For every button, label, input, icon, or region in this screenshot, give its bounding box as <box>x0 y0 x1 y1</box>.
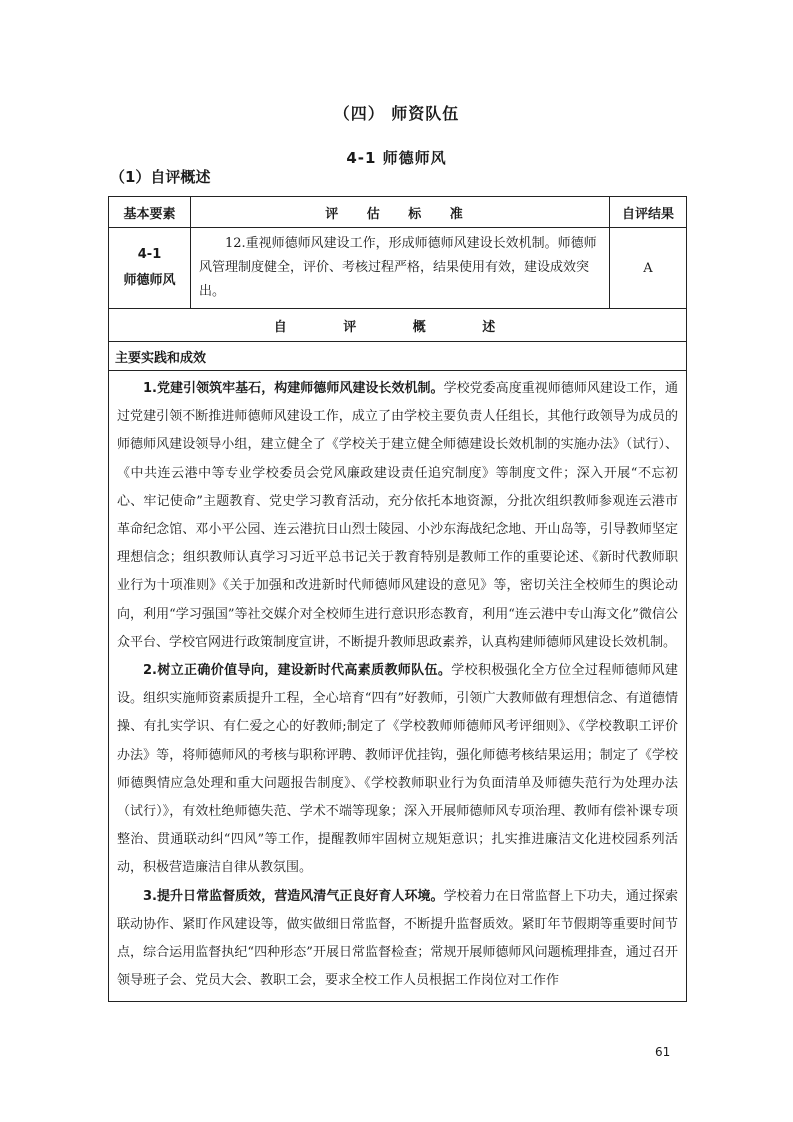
table-row <box>109 228 687 309</box>
paragraph-2-lead: 2.树立正确价值导向，建设新时代高素质教师队伍。 <box>143 663 452 679</box>
self-eval-header-row <box>109 309 687 342</box>
evaluation-table <box>108 196 687 1002</box>
main-label-row <box>109 342 687 371</box>
header-result: 自评结果 <box>610 197 687 228</box>
standard-cell: 12.重视师德师风建设工作，形成师德师风建设长效机制。师德师风管理制度健全，评价、考核过程严格，结果使用有效，建设成效突出。 <box>191 228 610 309</box>
paragraph-3-lead: 3.提升日常监督质效，营造风清气正良好育人环境。 <box>143 888 444 904</box>
paragraph-3 <box>117 883 678 996</box>
result-cell: A <box>610 228 687 309</box>
header-standard: 评 估 标 准 <box>191 197 610 228</box>
header-element: 基本要素 <box>109 197 191 228</box>
sub-title: 4-1 师德师风 <box>346 149 447 167</box>
paragraph-2 <box>117 657 678 883</box>
page-number: 61 <box>655 1045 671 1059</box>
section-title: （四） 师资队伍 <box>333 104 460 123</box>
self-eval-header: 自 评 概 述 <box>109 309 687 342</box>
element-cell <box>109 228 191 309</box>
paragraph-2-text: 学校积极强化全方位全过程师德师风建设。组织实施师资素质提升工程，全心培育“四有”好教师，引领广大教师做有理想信念、有道德情操、有扎实学识、有仁爱之心的好教师;制定了《学校教师师德师风考评细则》、《学校教职工评价办法》等，将师德师风的考核与职称评聘、教师评优挂钩，强化师德考核结果运用；制定了《学校师德舆情应急处理和重大问题报告制度》、《学校教师职业行为负面清单及师德失范行为处理办法（试行）》，有效杜绝师德失范、学术不端等现象；深入开展师德师风专项治理、教师有偿补课专项整治、贯通联动纠“四风”等工作，提醒教师牢固树立规矩意识；扎实推进廉洁文化进校园系列活动，积极营造廉洁自律从教氛围。 <box>117 663 678 876</box>
overview-label: （1）自评概述 <box>110 168 211 186</box>
paragraph-1 <box>117 375 678 657</box>
paragraph-3-text: 学校着力在日常监督上下功夫，通过探索联动协作、紧盯作风建设等，做实做细日常监督，不断提升监督质效。紧盯年节假期等重要时间节点，综合运用监督执纪“四种形态”开展日常监督检查；常规开展师德师风问题梳理排查，通过召开领导班子会、党员大会、教职工会，要求全校工作人员根据工作岗位对工作作 <box>117 888 678 989</box>
body-row <box>109 371 687 1002</box>
element-name: 师德师风 <box>123 273 176 288</box>
body-cell <box>109 371 687 1002</box>
main-label: 主要实践和成效 <box>109 342 687 371</box>
table-header-row <box>109 197 687 228</box>
paragraph-1-text: 学校党委高度重视师德师风建设工作，通过党建引领不断推进师德师风建设工作，成立了由学校主要负责人任组长，其他行政领导为成员的师德师风建设领导小组，建立健全了《学校关于建立健全师德建设长效机制的实施办法》（试行）、《中共连云港中等专业学校委员会党风廉政建设责任追究制度》等制度文件；深入开展“不忘初心、牢记使命”主题教育、党史学习教育活动，充分依托本地资源，分批次组织教师参观连云港市革命纪念馆、邓小平公园、连云港抗日山烈士陵园、小沙东海战纪念地、开山岛等，引导教师坚定理想信念；组织教师认真学习习近平总书记关于教育特别是教师工作的重要论述、《新时代教师职业行为十项准则》《关于加强和改进新时代师德师风建设的意见》等，密切关注全校师生的舆论动向，利用“学习强国”等社交媒介对全校师生进行意识形态教育，利用“连云港中专山海文化”微信公众平台、学校官网进行政策制度宣讲，不断提升教师思政素养，认真构建师德师风建设长效机制。 <box>117 381 678 650</box>
element-code: 4-1 <box>137 247 162 262</box>
paragraph-1-lead: 1.党建引领筑牢基石，构建师德师风建设长效机制。 <box>143 381 444 396</box>
